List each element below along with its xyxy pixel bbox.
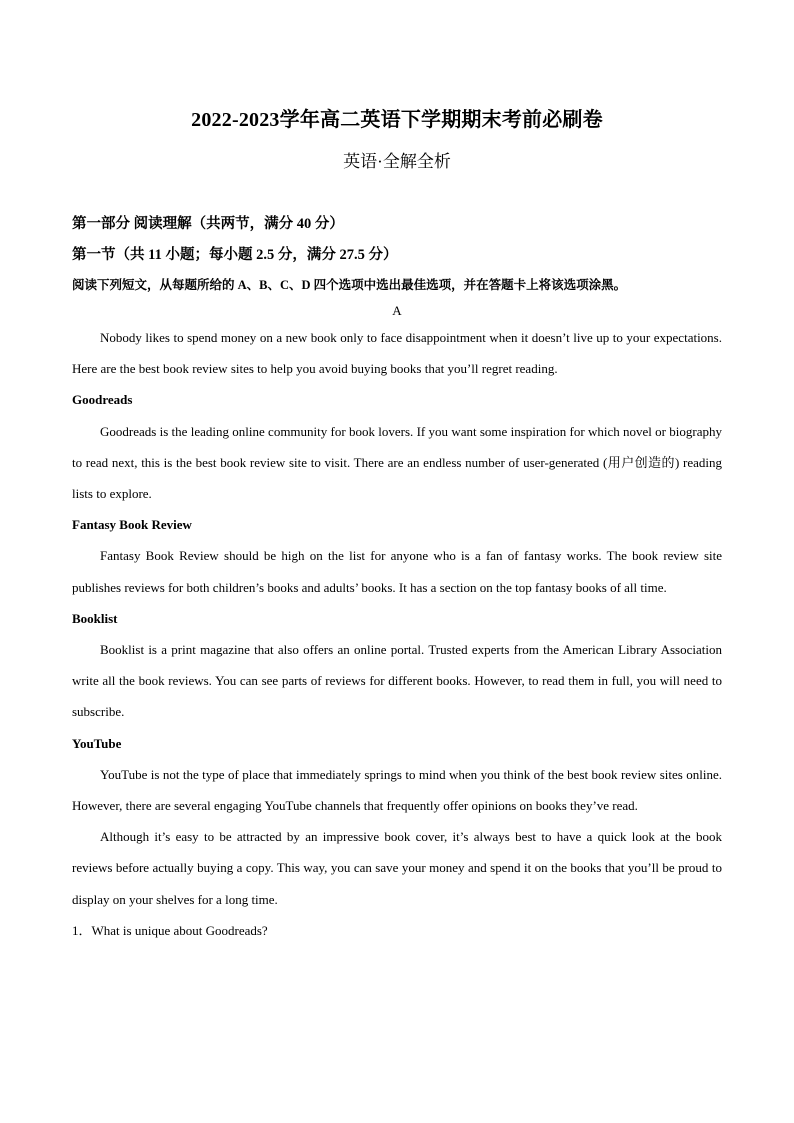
site-heading-fantasy-book-review: Fantasy Book Review [72,517,192,533]
question-text: What is unique about Goodreads? [91,922,268,938]
site-text-youtube: YouTube is not the type of place that immediately springs to mind when you think of the best book review sites online. However, there are several engaging YouTube channels that frequently offer opinions on books they’ve read. [72,766,722,814]
section-heading: 第一部分 阅读理解（共两节，满分 40 分） [72,216,344,232]
passage-intro: Nobody likes to spend money on a new book only to face disappointment when it doesn’t live up to your expectations. Here are the best book review sites to help you avoid buying books that you’ll regret reading. [72,330,722,377]
site-heading-booklist: Booklist [72,610,118,626]
site-text-booklist: Booklist is a print magazine that also offers an online portal. Trusted experts from the American Library Association write all the book reviews. You can see parts of reviews for different books. However, to read them in full, you will need to subscribe. [72,642,722,720]
passage-letter: A [392,303,402,318]
site-heading-goodreads: Goodreads [72,392,133,408]
question-1 [72,915,722,946]
instructions: 阅读下列短文，从每题所给的 A、B、C、D 四个选项中选出最佳选项，并在答题卡上将该选项涂黑。 [72,278,627,292]
site-text-fantasy-book-review: Fantasy Book Review should be high on the list for anyone who is a fan of fantasy works. The book review site publishes reviews for both children’s books and adults’ books. It has a section on the top fantasy books of all time. [72,548,722,595]
site-text-goodreads: Goodreads is the leading online community for book lovers. If you want some inspiration for which novel or biography to read next, this is the best book review site to visit. There are an endless number of user-generated (用户创造的) reading lists to explore. [72,423,722,502]
page-subtitle: 英语·全解全析 [343,152,451,171]
page-title: 2022-2023学年高二英语下学期期末考前必刷卷 [191,109,603,131]
site-heading-youtube: YouTube [72,735,122,751]
passage-body [72,322,722,946]
question-number: 1． [72,922,92,938]
subsection-heading: 第一节（共 11 小题；每小题 2.5 分，满分 27.5 分） [72,247,398,263]
passage-conclusion: Although it’s easy to be attracted by an impressive book cover, it’s always best to have a quick look at the book reviews before actually buying a copy. This way, you can save your money and spend it on the books that you’ll be proud to display on your shelves for a long time. [72,829,722,907]
